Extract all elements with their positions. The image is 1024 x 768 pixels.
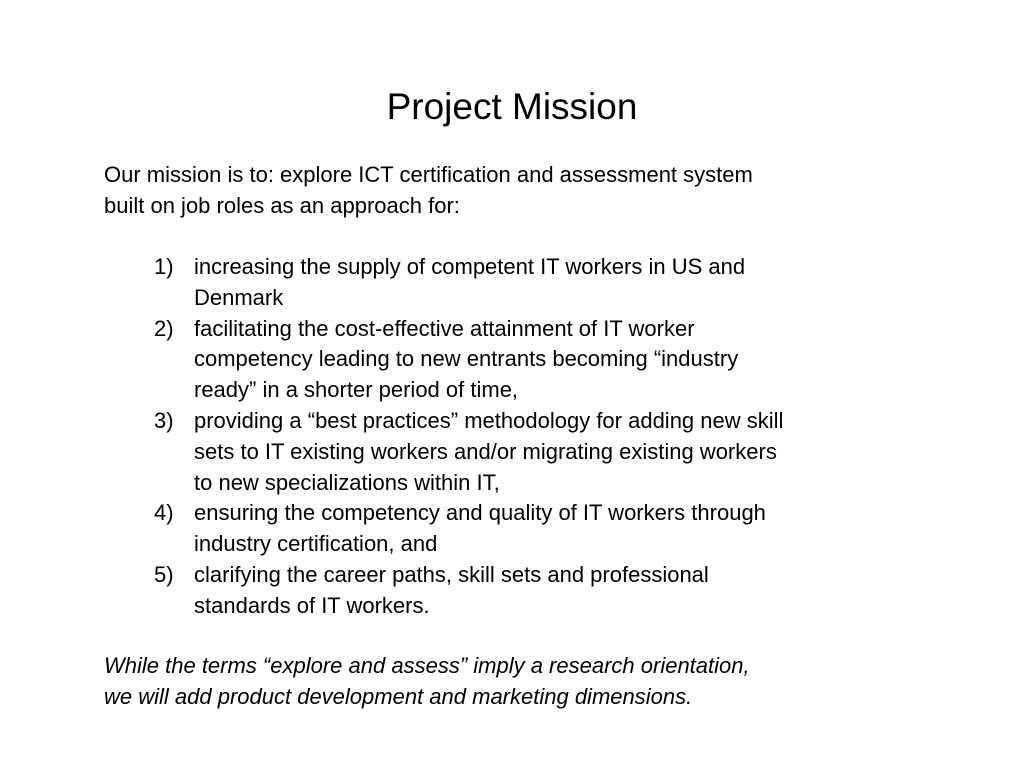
list-item-line: clarifying the career paths, skill sets and professional [194, 561, 709, 587]
list-item-line: sets to IT existing workers and/or migrating existing workers [194, 438, 777, 464]
intro-line-1: Our mission is to: explore ICT certification and assessment system [104, 162, 753, 187]
closing-line-1: While the terms “explore and assess” imply a research orientation, [104, 653, 750, 678]
list-item-line: industry certification, and [194, 531, 438, 557]
list-item-line: facilitating the cost-effective attainment of IT worker [194, 315, 695, 341]
list-item-line: ensuring the competency and quality of IT workers through [194, 500, 766, 526]
slide-title: Project Mission [386, 86, 638, 127]
list-item-number: 2) [154, 315, 174, 341]
list-item [0, 560, 894, 622]
list-item-line: increasing the supply of competent IT workers in US and [194, 254, 746, 279]
mission-list [0, 252, 1024, 622]
intro-paragraph [104, 159, 904, 221]
intro-line-2: built on job roles as an approach for: [104, 193, 460, 218]
list-item-line: competency leading to new entrants becoming “industry [194, 346, 739, 372]
list-item-line: ready” in a shorter period of time, [194, 377, 519, 403]
closing-line-2: we will add product development and marketing dimensions. [104, 684, 693, 709]
list-item-line: to new specializations within IT, [194, 469, 500, 495]
list-item-number: 1) [154, 254, 174, 279]
list-item-line: standards of IT workers. [194, 592, 430, 618]
list-item-line: Denmark [194, 284, 284, 310]
list-item-line: providing a “best practices” methodology for adding new skill [194, 407, 784, 433]
list-item-number: 5) [154, 561, 174, 587]
closing-paragraph [104, 650, 904, 712]
list-item [0, 314, 894, 406]
list-item [0, 406, 894, 498]
list-item-number: 3) [154, 407, 174, 433]
list-item-number: 4) [154, 500, 174, 526]
list-item [0, 498, 894, 560]
list-item [0, 252, 894, 314]
